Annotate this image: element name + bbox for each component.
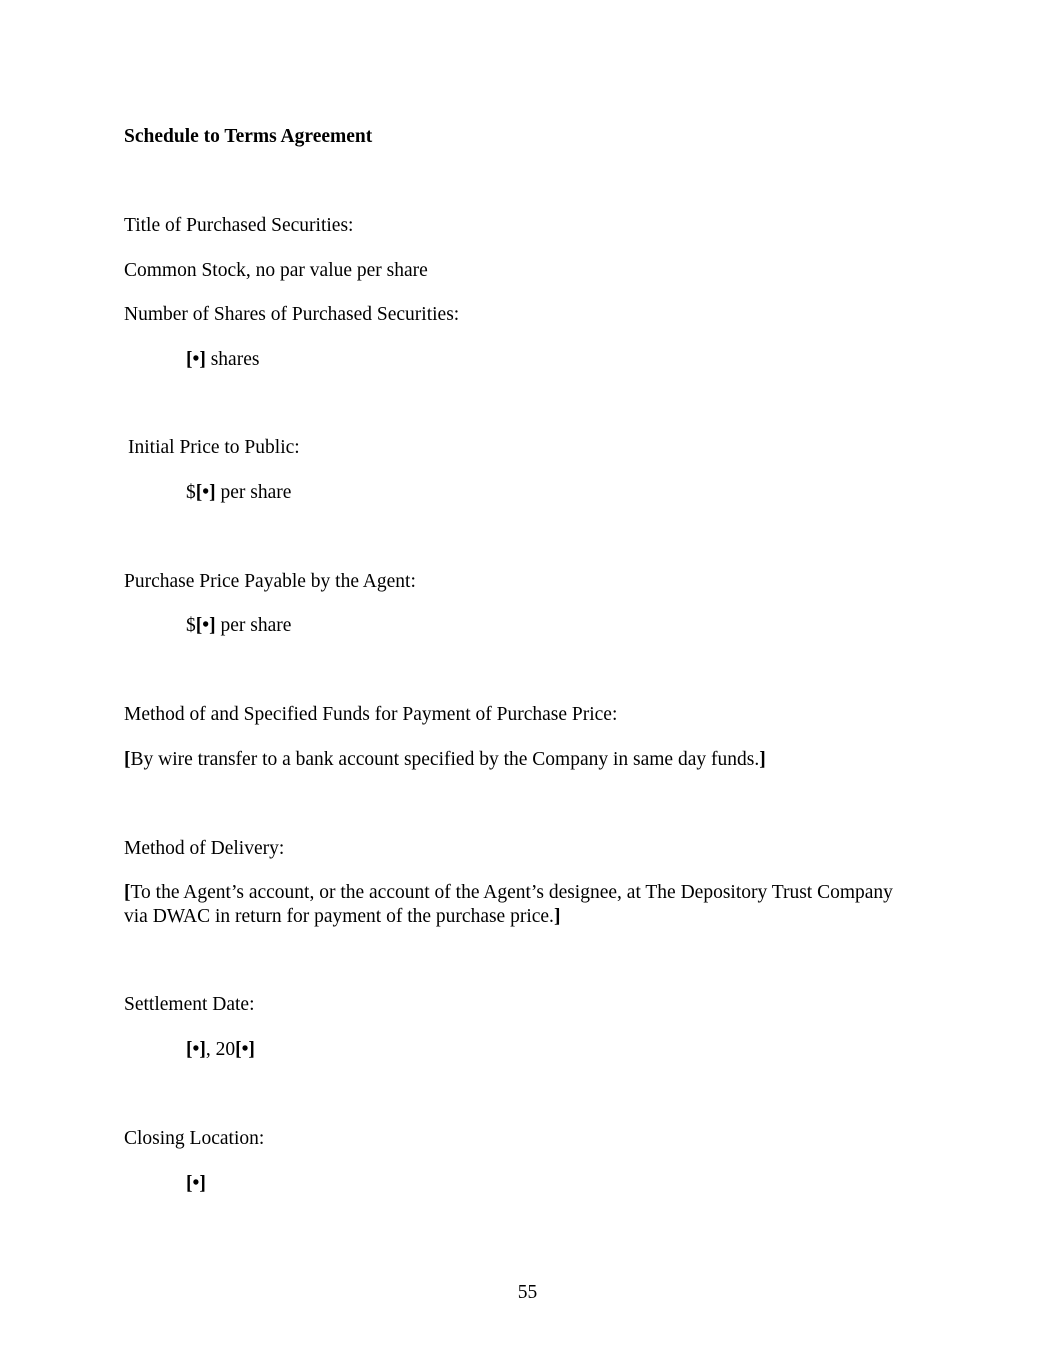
- purchase-price-value: [186, 614, 291, 638]
- settlement-date-value: [186, 1038, 255, 1062]
- close-bracket: ]: [553, 906, 561, 927]
- price-unit: per share: [215, 482, 292, 503]
- closing-location-value: [186, 1172, 206, 1196]
- placeholder-bracket: [•]: [235, 1039, 255, 1060]
- placeholder-bracket: [•]: [186, 349, 206, 370]
- delivery-method-label: Method of Delivery:: [124, 838, 285, 859]
- number-of-shares-label: Number of Shares of Purchased Securities:: [124, 304, 460, 325]
- delivery-method-value-line2: [124, 905, 560, 929]
- payment-method-text: By wire transfer to a bank account specified by the Company in same day funds.: [130, 749, 760, 770]
- open-bracket: [: [124, 882, 131, 903]
- currency-symbol: $: [186, 482, 196, 503]
- placeholder-bracket: [•]: [195, 482, 216, 503]
- document-heading: Schedule to Terms Agreement: [124, 126, 373, 147]
- number-of-shares-value: [186, 348, 259, 372]
- delivery-method-text-line1: To the Agent’s account, or the account of the Agent’s designee, at The Depository Trust Company: [130, 882, 893, 903]
- currency-symbol: $: [186, 615, 196, 636]
- close-bracket: ]: [759, 749, 766, 770]
- purchase-price-label: Purchase Price Payable by the Agent:: [124, 571, 416, 592]
- open-bracket: [: [124, 749, 131, 770]
- initial-price-label: Initial Price to Public:: [128, 437, 300, 458]
- page-number: 55: [517, 1282, 538, 1303]
- placeholder-bracket: [•]: [186, 1039, 206, 1060]
- price-unit: per share: [215, 615, 292, 636]
- placeholder-bracket: [•]: [186, 1173, 206, 1194]
- payment-method-value: [124, 748, 766, 772]
- settlement-date-label: Settlement Date:: [124, 994, 255, 1015]
- title-of-securities-label: Title of Purchased Securities:: [124, 215, 354, 236]
- placeholder-bracket: [•]: [195, 615, 216, 636]
- initial-price-value: [186, 481, 291, 505]
- year-prefix: , 20: [205, 1039, 236, 1060]
- payment-method-label: Method of and Specified Funds for Payment of Purchase Price:: [124, 704, 618, 725]
- delivery-method-text-line2: via DWAC in return for payment of the purchase price.: [124, 906, 554, 927]
- closing-location-label: Closing Location:: [124, 1128, 265, 1149]
- shares-unit: shares: [205, 349, 260, 370]
- delivery-method-value-line1: [124, 881, 893, 905]
- title-of-securities-value: Common Stock, no par value per share: [124, 260, 428, 281]
